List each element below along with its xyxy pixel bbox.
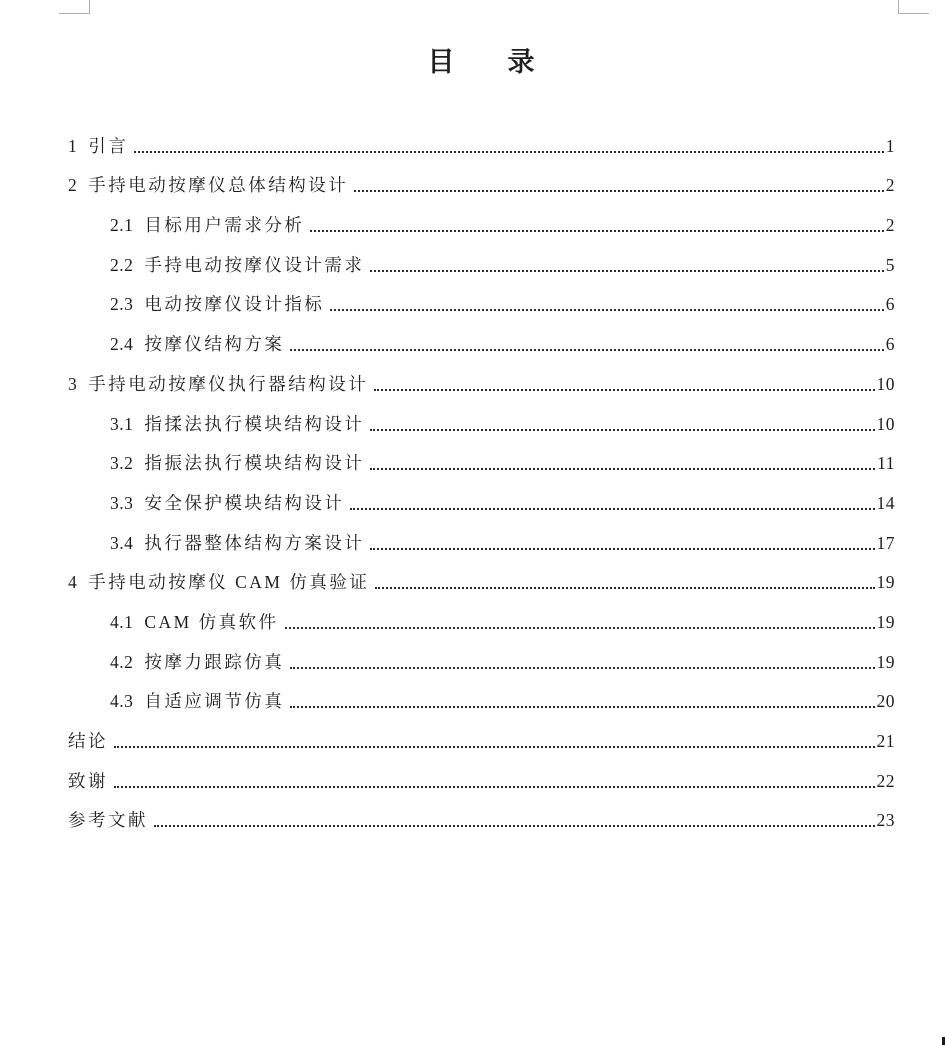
toc-entry-page: 14 [876, 492, 895, 513]
toc-entry[interactable] [68, 759, 895, 799]
toc-entry[interactable] [68, 640, 895, 680]
toc-entry-number: 3 [68, 373, 78, 394]
toc-entry-page: 10 [876, 413, 895, 434]
toc-entry-page: 10 [876, 373, 895, 394]
toc-entry-page: 17 [876, 532, 895, 553]
toc-entry-label: 手持电动按摩仪 CAM 仿真验证 [88, 572, 370, 593]
dot-leader [134, 151, 884, 153]
toc-entry-label: 按摩力跟踪仿真 [144, 651, 285, 672]
toc-entry-label: 参考文献 [68, 810, 148, 831]
toc-entry[interactable] [68, 481, 895, 521]
toc-entry-page: 11 [877, 453, 895, 474]
page-title-char-2: 录 [507, 47, 536, 77]
toc-entry[interactable] [68, 561, 895, 601]
toc-entry[interactable] [68, 521, 895, 561]
dot-leader [354, 190, 884, 192]
toc-entry-label: 手持电动按摩仪设计需求 [144, 254, 365, 275]
toc-entry[interactable] [68, 799, 895, 839]
toc-entry-label: 手持电动按摩仪总体结构设计 [88, 175, 349, 196]
toc-entry-label: 目标用户需求分析 [144, 215, 305, 236]
toc-entry-page: 21 [876, 731, 895, 751]
toc-entry-label: 结论 [68, 731, 108, 751]
toc-entry[interactable] [68, 283, 895, 323]
toc-entry-number: 4 [68, 572, 78, 593]
toc-entry-page: 23 [876, 810, 895, 831]
toc-entry-label: 按摩仪结构方案 [144, 334, 285, 355]
page-title-char-1: 目 [427, 47, 456, 77]
toc-entry-page: 20 [876, 691, 895, 712]
toc-entry[interactable] [68, 680, 895, 720]
toc-entry[interactable] [68, 243, 895, 283]
toc-entry-label: CAM 仿真软件 [144, 611, 279, 632]
toc-entry-number: 3.3 [110, 492, 134, 513]
margin-crop-mark-top-left [59, 0, 90, 14]
toc-entry-label: 致谢 [68, 770, 108, 791]
toc-entry-number: 4.1 [110, 611, 134, 632]
toc-entry-label: 执行器整体结构方案设计 [144, 532, 365, 553]
dot-leader [375, 587, 874, 589]
dot-leader [154, 825, 875, 827]
toc-entry-label: 指振法执行模块结构设计 [144, 453, 365, 474]
margin-crop-mark-top-right [898, 0, 929, 14]
toc-entry-number: 4.3 [110, 691, 134, 712]
toc-entry-label: 引言 [88, 135, 129, 156]
dot-leader [290, 667, 874, 669]
toc-entry-label: 安全保护模块结构设计 [144, 492, 345, 513]
dot-leader [310, 230, 883, 232]
toc-entry-number: 2.2 [110, 254, 134, 275]
toc-entry-page: 6 [885, 294, 895, 315]
dot-leader [350, 508, 874, 510]
toc-entry-label: 手持电动按摩仪执行器结构设计 [88, 373, 369, 394]
toc-entry[interactable] [68, 124, 895, 164]
toc-entry-number: 4.2 [110, 651, 134, 672]
toc-list [68, 124, 895, 838]
dot-leader [290, 706, 874, 708]
toc-entry-page: 19 [876, 611, 895, 632]
toc-entry-number: 3.1 [110, 413, 134, 434]
toc-entry[interactable] [68, 402, 895, 442]
toc-entry-number: 1 [68, 135, 78, 156]
dot-leader [330, 309, 883, 311]
dot-leader [370, 468, 875, 470]
toc-entry-page: 2 [885, 215, 895, 236]
dot-leader [370, 548, 874, 550]
toc-entry-number: 2.1 [110, 215, 134, 236]
toc-entry[interactable] [68, 719, 895, 759]
toc-entry-page: 22 [876, 770, 895, 791]
toc-entry-label: 指揉法执行模块结构设计 [144, 413, 365, 434]
dot-leader [114, 786, 875, 788]
page-title [68, 47, 895, 77]
dot-leader [290, 349, 883, 351]
toc-entry-page: 5 [885, 254, 895, 275]
toc-entry[interactable] [68, 600, 895, 640]
toc-entry-number: 3.2 [110, 453, 134, 474]
toc-entry-page: 2 [885, 175, 895, 196]
toc-entry-number: 2 [68, 175, 78, 196]
toc-entry[interactable] [68, 442, 895, 482]
toc-entry-page: 19 [876, 651, 895, 672]
dot-leader [114, 746, 875, 748]
toc-entry[interactable] [68, 322, 895, 362]
toc-entry-page: 6 [885, 334, 895, 355]
dot-leader [370, 270, 883, 272]
toc-entry-number: 2.4 [110, 334, 134, 355]
toc-entry-number: 2.3 [110, 294, 134, 315]
dot-leader [285, 627, 875, 629]
toc-entry-page: 1 [885, 135, 895, 156]
dot-leader [374, 389, 874, 391]
toc-entry-page: 19 [876, 572, 895, 593]
toc-entry-label: 自适应调节仿真 [144, 691, 285, 712]
dot-leader [370, 429, 874, 431]
toc-entry-number: 3.4 [110, 532, 134, 553]
toc-entry[interactable] [68, 362, 895, 402]
toc-entry-label: 电动按摩仪设计指标 [144, 294, 325, 315]
toc-entry[interactable] [68, 164, 895, 204]
toc-entry[interactable] [68, 203, 895, 243]
